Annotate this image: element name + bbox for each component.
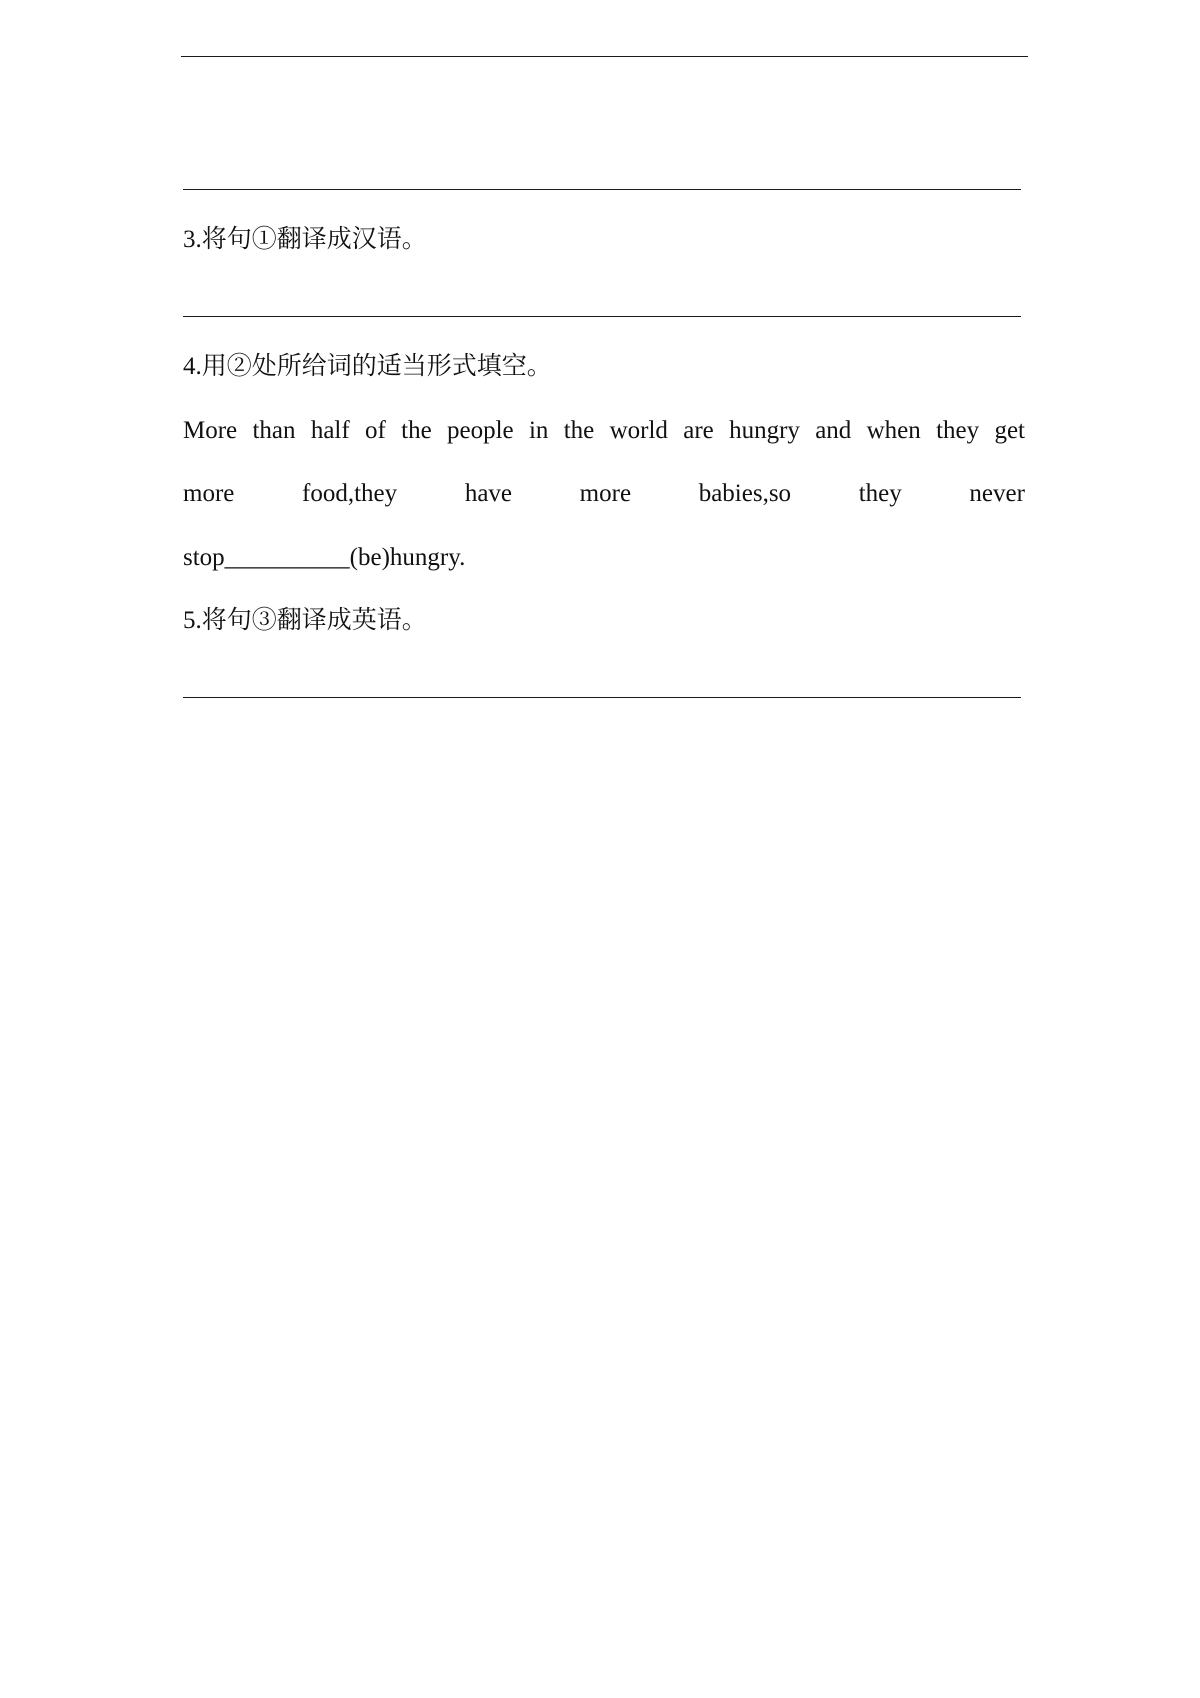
sentence-word: more: [579, 480, 632, 507]
sentence-word: have: [464, 480, 513, 507]
answer-line-question-5: [183, 697, 1021, 698]
question-5-prompt: 5.将句③翻译成英语。: [183, 607, 427, 634]
sentence-word: babies,so: [698, 480, 792, 507]
question-4-sentence-line-3: stop__________(be)hungry.: [183, 544, 466, 571]
sentence-word: food,they: [302, 480, 398, 507]
answer-line: [181, 56, 1028, 57]
answer-line-question-3: [183, 316, 1021, 317]
question-4-sentence-line-2: [183, 479, 1025, 509]
sentence-word: they: [858, 480, 902, 507]
question-4-sentence-line-1: More than half of the people in the world are hungry and when they get: [183, 417, 1025, 444]
sentence-word: more: [183, 480, 235, 507]
sentence-word: never: [969, 480, 1025, 507]
question-3-prompt: 3.将句①翻译成汉语。: [183, 226, 427, 253]
question-4-prompt: 4.用②处所给词的适当形式填空。: [183, 353, 552, 380]
answer-line: [183, 189, 1021, 190]
